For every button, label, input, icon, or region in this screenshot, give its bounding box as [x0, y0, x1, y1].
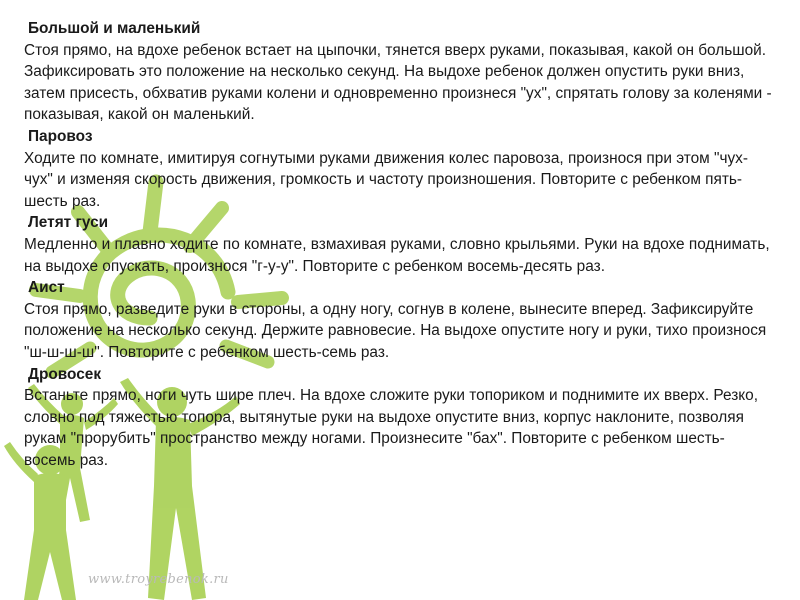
section-title-stork: Аист: [28, 279, 65, 297]
section-text-stork: Стоя прямо, разведите руки в стороны, а одну ногу, согнув в колене, вынесите вперед. Зафиксируйте положение на несколько секунд. Держите равновесие. На выдохе опустите ногу и руки, тихо произнося "ш-ш-ш-ш". Повторите с ребенком шесть-семь раз.: [24, 300, 767, 361]
watermark-url: www.troyrebenok.ru: [88, 572, 229, 587]
section-text-geese: Медленно и плавно ходите по комнате, взмахивая руками, словно крыльями. Руки на вдохе поднимать, на выдохе опускать, произнося "г-у-у". Повторите с ребенком восемь-десять раз.: [24, 235, 770, 275]
section-title-big-small: Большой и маленький: [28, 20, 201, 37]
section-title-woodcutter: Дровосек: [28, 365, 102, 383]
section-text-locomotive: Ходите по комнате, имитируя согнутыми руками движения колес паровоза, произнося при этом "чух-чух" и изменяя скорость движения, громкость и частоту произношения. Повторите с ребенком пять-шесть раз.: [24, 149, 749, 210]
section-text-woodcutter: Встаньте прямо, ноги чуть шире плеч. На вдохе сложите руки топориком и поднимите их вверх. Резко, словно под тяжестью топора, вытянутые руки на выдохе опустите вниз, корпус наклоните, позволяя рукам "прорубить" пространство между ногами. Произнесите "бах". Повторите с ребенком шесть-восемь раз.: [24, 387, 759, 469]
exercise-list: [24, 18, 776, 471]
section-title-locomotive: Паровоз: [28, 127, 93, 145]
section-text-big-small: Стоя прямо, на вдохе ребенок встает на цыпочки, тянется вверх руками, показывая, какой он большой. Зафиксировать это положение на несколько секунд. На выдохе ребенок должен опустить руки вниз, затем присесть, обхватив руками колени и одновременно произнеся "ух", спрятать голову за коленями - показывая, какой он маленький.: [24, 41, 772, 124]
section-title-geese: Летят гуси: [28, 214, 109, 232]
